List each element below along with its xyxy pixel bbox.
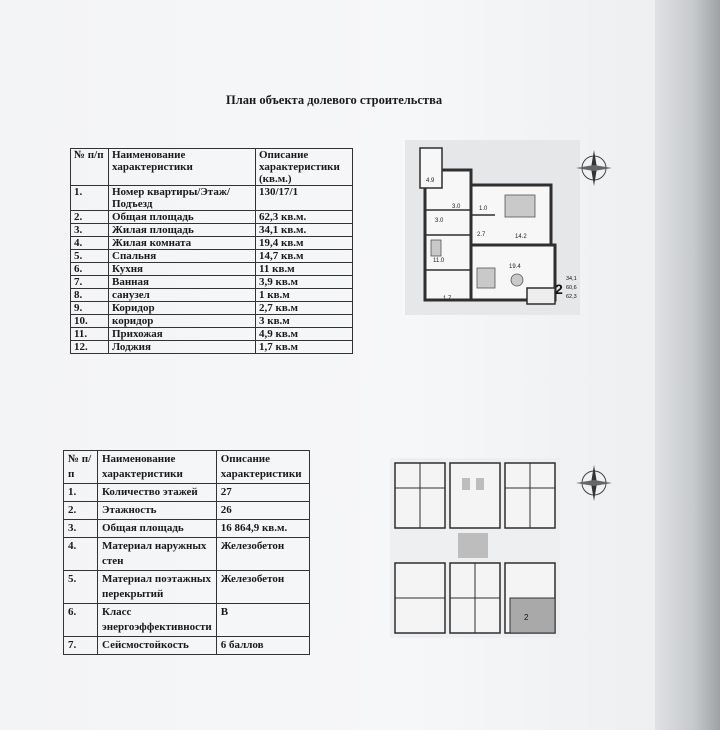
row-number: 7. bbox=[71, 276, 109, 289]
row-value: 3,9 кв.м bbox=[256, 276, 353, 289]
row-value: 14,7 кв.м bbox=[256, 250, 353, 263]
row-name: Спальня bbox=[109, 250, 256, 263]
row-value: Железобетон bbox=[216, 571, 309, 604]
row-number: 5. bbox=[64, 571, 98, 604]
room-label: 19.4 bbox=[509, 264, 521, 270]
table-row bbox=[71, 250, 353, 263]
apartment-characteristics-table bbox=[70, 148, 353, 354]
table-row bbox=[64, 571, 310, 604]
living-area: 34,1 bbox=[566, 276, 577, 282]
room-label: 11.0 bbox=[433, 258, 445, 264]
table-row bbox=[64, 604, 310, 637]
table-row bbox=[71, 341, 353, 354]
row-value: 3 кв.м bbox=[256, 315, 353, 328]
apartment-floor-plan bbox=[405, 140, 580, 315]
row-name: Жилая комната bbox=[109, 237, 256, 250]
row-name: Количество этажей bbox=[98, 484, 217, 502]
table-row bbox=[71, 289, 353, 302]
table-row bbox=[64, 637, 310, 655]
table-row bbox=[71, 328, 353, 341]
row-number: 11. bbox=[71, 328, 109, 341]
row-name: Материал поэтажных перекрытий bbox=[98, 571, 217, 604]
header-name: Наименование характеристики bbox=[109, 149, 256, 186]
table-header-row bbox=[71, 149, 353, 186]
row-value: 4,9 кв.м bbox=[256, 328, 353, 341]
row-name: Лоджия bbox=[109, 341, 256, 354]
table-row bbox=[71, 186, 353, 211]
row-value: 26 bbox=[216, 502, 309, 520]
row-number: 1. bbox=[71, 186, 109, 211]
table-row bbox=[71, 315, 353, 328]
building-characteristics-table bbox=[63, 450, 310, 655]
table-row bbox=[71, 224, 353, 237]
room-label: 2.7 bbox=[477, 232, 486, 238]
table-row bbox=[64, 502, 310, 520]
row-name: Общая площадь bbox=[98, 520, 217, 538]
room-label: 4.9 bbox=[426, 178, 435, 184]
header-name: Наименование характеристики bbox=[98, 451, 217, 484]
row-name: коридор bbox=[109, 315, 256, 328]
row-name: Ванная bbox=[109, 276, 256, 289]
apartment-number: 2 bbox=[524, 613, 529, 622]
row-value: 1,7 кв.м bbox=[256, 341, 353, 354]
row-number: 2. bbox=[64, 502, 98, 520]
row-name: Кухня bbox=[109, 263, 256, 276]
header-description: Описание характеристики (кв.м.) bbox=[256, 149, 353, 186]
row-value: 1 кв.м bbox=[256, 289, 353, 302]
compass-rose-icon bbox=[574, 148, 614, 188]
row-value: 130/17/1 bbox=[256, 186, 353, 211]
row-value: 19,4 кв.м bbox=[256, 237, 353, 250]
building-floor-plan bbox=[390, 458, 560, 638]
row-name: Номер квартиры/Этаж/Подъезд bbox=[109, 186, 256, 211]
table-row bbox=[64, 484, 310, 502]
room-label: 1.7 bbox=[443, 296, 452, 302]
row-number: 12. bbox=[71, 341, 109, 354]
row-name: Этажность bbox=[98, 502, 217, 520]
row-name: Прихожая bbox=[109, 328, 256, 341]
row-value: 11 кв.м bbox=[256, 263, 353, 276]
document-title: План объекта долевого строительства bbox=[226, 93, 443, 107]
room-label: 3.0 bbox=[435, 218, 444, 224]
room-label: 14.2 bbox=[515, 234, 527, 240]
rooms-count: 2 bbox=[555, 281, 563, 297]
row-number: 9. bbox=[71, 302, 109, 315]
row-value: 62,3 кв.м. bbox=[256, 211, 353, 224]
table-row bbox=[71, 276, 353, 289]
row-name: санузел bbox=[109, 289, 256, 302]
room-label: 3.0 bbox=[452, 204, 461, 210]
row-number: 8. bbox=[71, 289, 109, 302]
header-number: № п/п bbox=[71, 149, 109, 186]
header-number: № п/п bbox=[64, 451, 98, 484]
row-name: Материал наружных стен bbox=[98, 538, 217, 571]
table-row bbox=[64, 520, 310, 538]
header-description: Описание характеристики bbox=[216, 451, 309, 484]
row-value: 27 bbox=[216, 484, 309, 502]
table-row bbox=[64, 538, 310, 571]
total-area: 62,3 bbox=[566, 294, 577, 300]
row-name: Жилая площадь bbox=[109, 224, 256, 237]
table-row bbox=[71, 302, 353, 315]
row-name: Сейсмостойкость bbox=[98, 637, 217, 655]
compass-rose-icon bbox=[574, 463, 614, 503]
table-row bbox=[71, 211, 353, 224]
row-value: Железобетон bbox=[216, 538, 309, 571]
row-value: 6 баллов bbox=[216, 637, 309, 655]
table-row bbox=[71, 237, 353, 250]
row-number: 3. bbox=[71, 224, 109, 237]
table-row bbox=[71, 263, 353, 276]
row-name: Класс энергоэффективности bbox=[98, 604, 217, 637]
row-number: 7. bbox=[64, 637, 98, 655]
area-without-loggia: 60,6 bbox=[566, 285, 577, 291]
row-name: Коридор bbox=[109, 302, 256, 315]
row-value: 34,1 кв.м. bbox=[256, 224, 353, 237]
row-number: 6. bbox=[64, 604, 98, 637]
row-number: 10. bbox=[71, 315, 109, 328]
row-number: 5. bbox=[71, 250, 109, 263]
row-number: 2. bbox=[71, 211, 109, 224]
row-number: 4. bbox=[71, 237, 109, 250]
page-edge-shadow bbox=[655, 0, 720, 730]
row-number: 3. bbox=[64, 520, 98, 538]
row-number: 6. bbox=[71, 263, 109, 276]
row-value: 2,7 кв.м bbox=[256, 302, 353, 315]
table-header-row bbox=[64, 451, 310, 484]
row-number: 4. bbox=[64, 538, 98, 571]
row-number: 1. bbox=[64, 484, 98, 502]
row-value: 16 864,9 кв.м. bbox=[216, 520, 309, 538]
row-name: Общая площадь bbox=[109, 211, 256, 224]
room-label: 1.0 bbox=[479, 206, 488, 212]
row-value: В bbox=[216, 604, 309, 637]
